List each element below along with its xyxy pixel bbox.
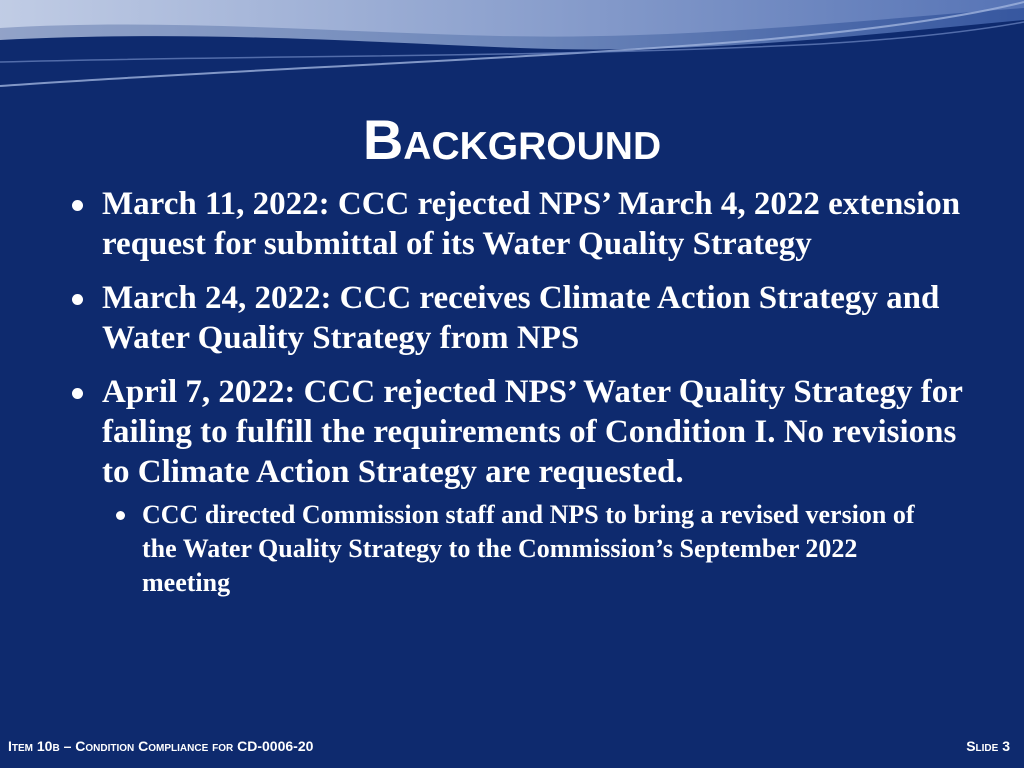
bullet-list <box>72 184 972 600</box>
sub-bullet-dot-icon <box>116 511 125 520</box>
bullet-text: March 11, 2022: CCC rejected NPS’ March 4, 2022 extension request for submittal of its Water Quality Strategy <box>102 186 961 262</box>
bullet-text: April 7, 2022: CCC rejected NPS’ Water Quality Strategy for failing to fulfill the requirements of Condition I. No revisions to Climate Action Strategy are requested. <box>102 374 963 490</box>
bullet-dot-icon <box>72 294 83 305</box>
slide-number: Slide 3 <box>966 738 1010 754</box>
bullet-text: March 24, 2022: CCC receives Climate Action Strategy and Water Quality Strategy from NPS <box>102 280 940 356</box>
bullet-item <box>72 372 972 492</box>
slide-title: Background <box>362 108 662 171</box>
bullet-item <box>72 278 972 358</box>
bullet-item <box>72 184 972 264</box>
sub-bullet-item <box>112 498 942 600</box>
footer-item-label: Item 10b – Condition Compliance for CD-0006-20 <box>8 738 314 754</box>
sub-bullet-text: CCC directed Commission staff and NPS to bring a revised version of the Water Quality Strategy to the Commission’s September 2022 meeting <box>142 500 915 597</box>
bullet-dot-icon <box>72 388 83 399</box>
bullet-dot-icon <box>72 200 83 211</box>
header-wave-decoration <box>0 0 1024 100</box>
